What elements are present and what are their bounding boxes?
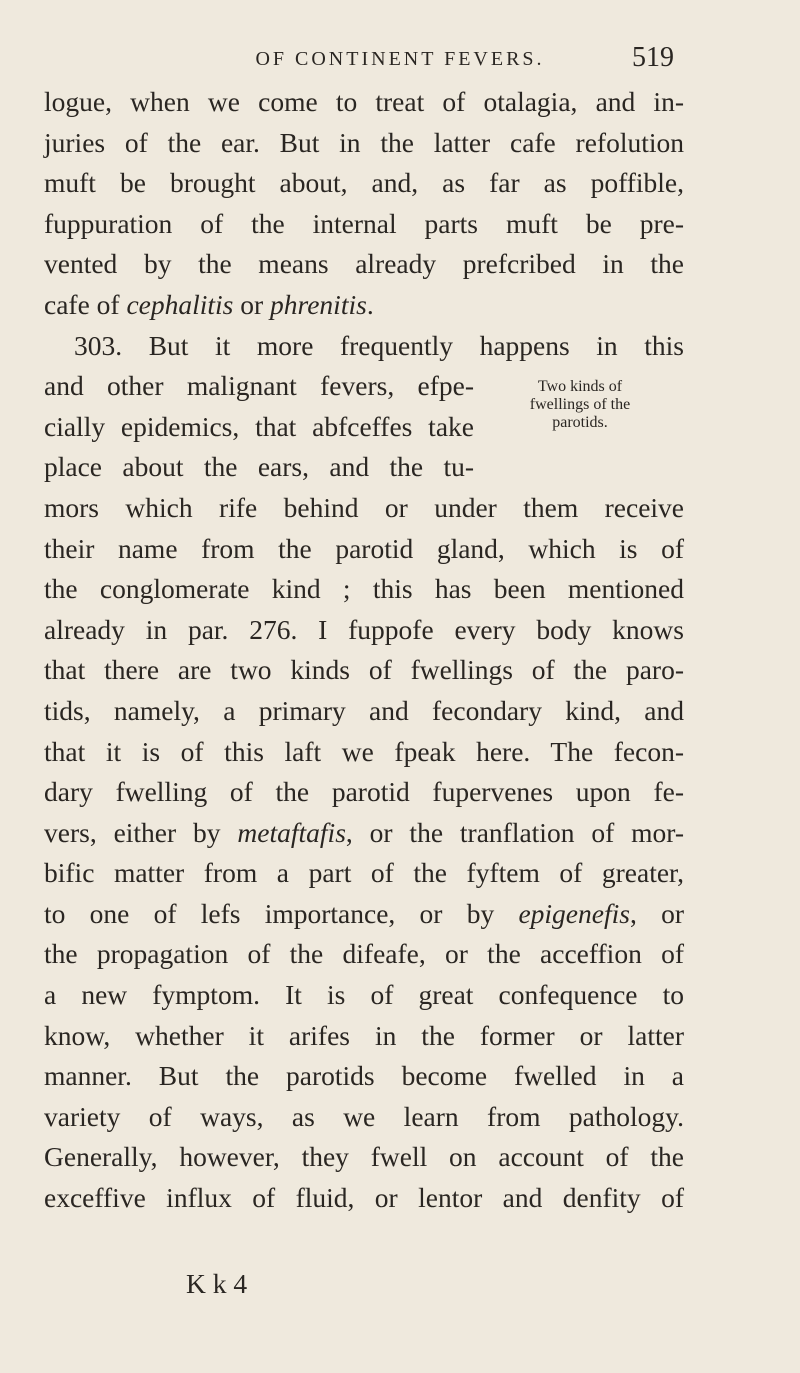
text-run: a new fymptom. It is of great confequence to [44,979,684,1011]
text-line [44,1097,684,1138]
text-run: , or [629,897,684,929]
signature-mark: K k 4 [186,1268,248,1299]
text-run: vented by the means already prefcribed in the [44,248,684,280]
text-line [44,123,684,164]
text-line [44,407,474,448]
text-line [44,447,474,488]
text-run: muft be brought about, and, as far as poffible, [44,167,684,199]
text-run: dary fwelling of the parotid fupervenes upon fe- [44,776,684,808]
text-line [44,285,684,326]
margin-note-line: fwellings of the [529,396,631,413]
text-run: manner. But the parotids become fwelled in a [44,1060,684,1092]
text-run: tids, namely, a primary and fecondary kind, and [44,694,684,726]
text-run: know, whether it arifes in the former or latter [44,1019,684,1051]
text-line [44,853,684,894]
italic-term: metaftafis [237,816,346,848]
text-line [44,326,684,367]
text-run: that it is of this laft we fpeak here. The fecon- [44,735,684,767]
text-line [44,1137,684,1178]
text-run: and other malignant fevers, efpe- [44,370,474,402]
text-run: exceffive influx of fluid, or lentor and denfity of [44,1182,684,1214]
text-run: variety of ways, as we learn from pathology. [44,1100,684,1132]
body-text [44,82,684,1219]
text-run: bific matter from a part of the fyftem of greater, [44,857,684,889]
text-run: already in par. 276. I fuppofe every body knows [44,613,684,645]
text-line [44,975,684,1016]
text-run: vers, either by [44,816,238,848]
text-line [44,650,684,691]
text-run: 303. But it more frequently happens in this [74,329,684,361]
text-line [44,732,684,773]
text-line [44,569,684,610]
text-run: the propagation of the difeafe, or the acceffion of [44,938,684,970]
margin-note [500,378,660,432]
text-run: to one of lefs importance, or by [44,897,519,929]
text-line [44,691,684,732]
text-run: juries of the ear. But in the latter cafe refolution [44,126,684,158]
italic-term: phrenitis [270,288,367,320]
text-line [44,894,684,935]
text-line [44,813,684,854]
margin-note-line: Two kinds of [537,378,623,395]
text-run: the conglomerate kind ; this has been mentioned [44,573,684,605]
text-line [44,488,684,529]
text-line [44,244,684,285]
margin-note-line: parotids. [552,414,608,431]
text-line [44,529,684,570]
text-run: , or the tranflation of mor- [345,816,685,848]
text-line [44,1016,684,1057]
page-header [0,42,800,82]
text-line [44,204,684,245]
text-run: their name from the parotid gland, which is of [44,532,684,564]
text-line [44,82,684,123]
text-run: that there are two kinds of fwellings of the paro- [44,654,684,686]
text-run: . [366,288,374,320]
text-line [44,1056,684,1097]
text-run: Generally, however, they fwell on account of the [44,1141,684,1173]
italic-term: cephalitis [126,288,234,320]
text-line [44,934,684,975]
text-run: logue, when we come to treat of otalagia, and in- [44,86,684,117]
text-line [44,772,684,813]
text-run: cafe of [44,288,127,320]
italic-term: epigenefis [518,897,630,929]
text-run: or [233,288,271,320]
text-line [44,610,684,651]
text-run: mors which rife behind or under them receive [44,491,684,523]
text-line [44,163,684,204]
text-run: place about the ears, and the tu- [44,451,474,483]
page-number: 519 [632,42,674,73]
running-head: OF CONTINENT FEVERS. [255,48,545,70]
text-run: fuppuration of the internal parts muft be pre- [44,207,684,239]
text-line [44,1178,684,1219]
text-line [44,366,474,407]
text-run: cially epidemics, that abfceffes take [44,410,474,442]
